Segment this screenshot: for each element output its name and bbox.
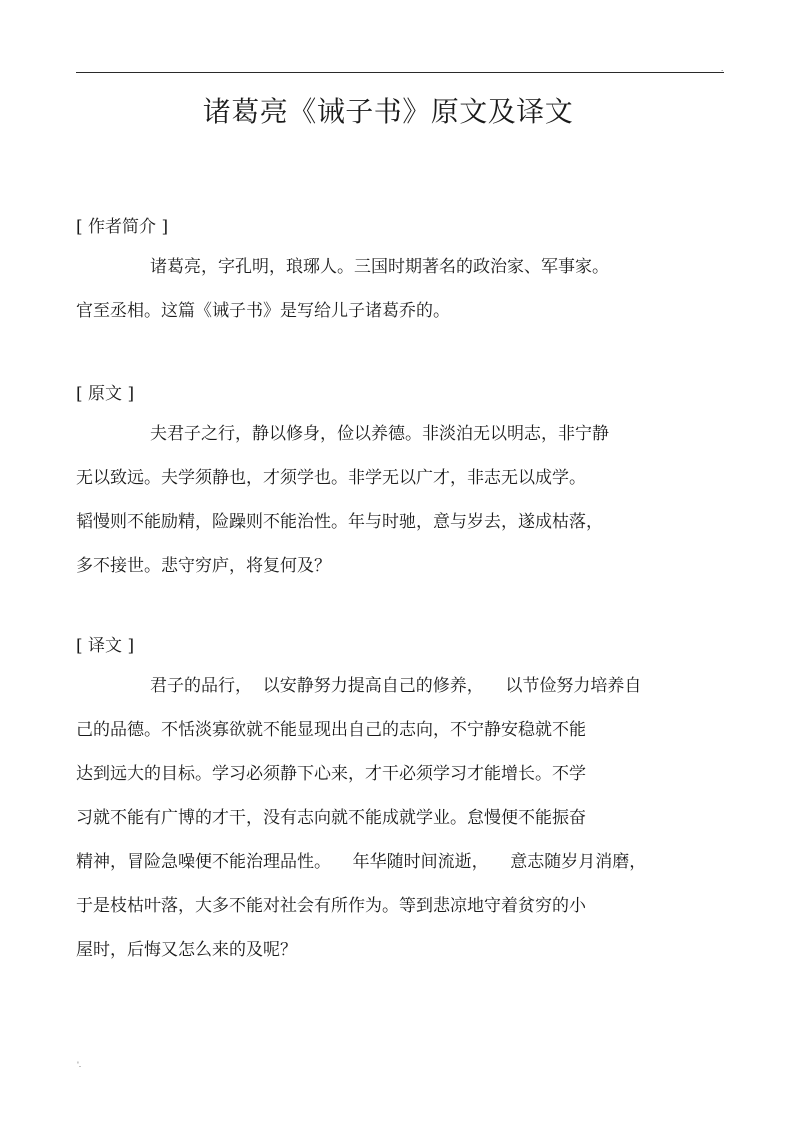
author-intro-heading: [ 作者简介 ] xyxy=(76,217,169,237)
paragraph-line: 多不接世。悲守穷庐，将复何及？ xyxy=(76,556,331,576)
paragraph-line: 己的品德。不恬淡寡欲就不能显现出自己的志向，不宁静安稳就不能 xyxy=(76,720,586,740)
author-intro-section xyxy=(76,213,716,341)
header-rule xyxy=(76,72,724,73)
translation-section xyxy=(76,632,716,980)
document-title: 诸葛亮《诫子书》原文及译文 xyxy=(202,95,574,128)
original-text-heading: [ 原文 ] xyxy=(76,384,135,404)
paragraph-line: 夫君子之行，静以修身，俭以养德。非淡泊无以明志，非宁静 xyxy=(150,424,609,444)
original-text-section xyxy=(76,380,716,596)
paragraph-line: 达到远大的目标。学习必须静下心来，才干必须学习才能增长。不学 xyxy=(76,764,586,784)
translation-heading: [ 译文 ] xyxy=(76,636,135,656)
paragraph-line: 习就不能有广博的才干，没有志向就不能成就学业。怠慢便不能振奋 xyxy=(76,808,586,828)
paragraph-line: 于是枝枯叶落，大多不能对社会有所作为。等到悲凉地守着贫穷的小 xyxy=(76,896,586,916)
paragraph-line: 精神，冒险急噪便不能治理品性。 年华随时间流逝， 意志随岁月消磨， xyxy=(76,852,647,872)
paragraph-line: 屋时，后悔又怎么来的及呢？ xyxy=(76,940,297,960)
paragraph-line: 官至丞相。这篇《诫子书》是写给儿子诸葛乔的。 xyxy=(76,301,450,321)
paragraph-line: 无以致远。夫学须静也，才须学也。非学无以广才，非志无以成学。 xyxy=(76,468,586,488)
paragraph-line: 君子的品行， 以安静努力提高自己的修养， 以节俭努力培养自 xyxy=(150,676,642,696)
paragraph-line: 韬慢则不能励精，险躁则不能治性。年与时驰，意与岁去，遂成枯落， xyxy=(76,512,603,532)
paragraph-line: 诸葛亮，字孔明，琅琊人。三国时期著名的政治家、军事家。 xyxy=(150,257,609,277)
footer-corner-mark: '. xyxy=(77,1061,82,1069)
header-corner-mark: . xyxy=(721,65,724,73)
